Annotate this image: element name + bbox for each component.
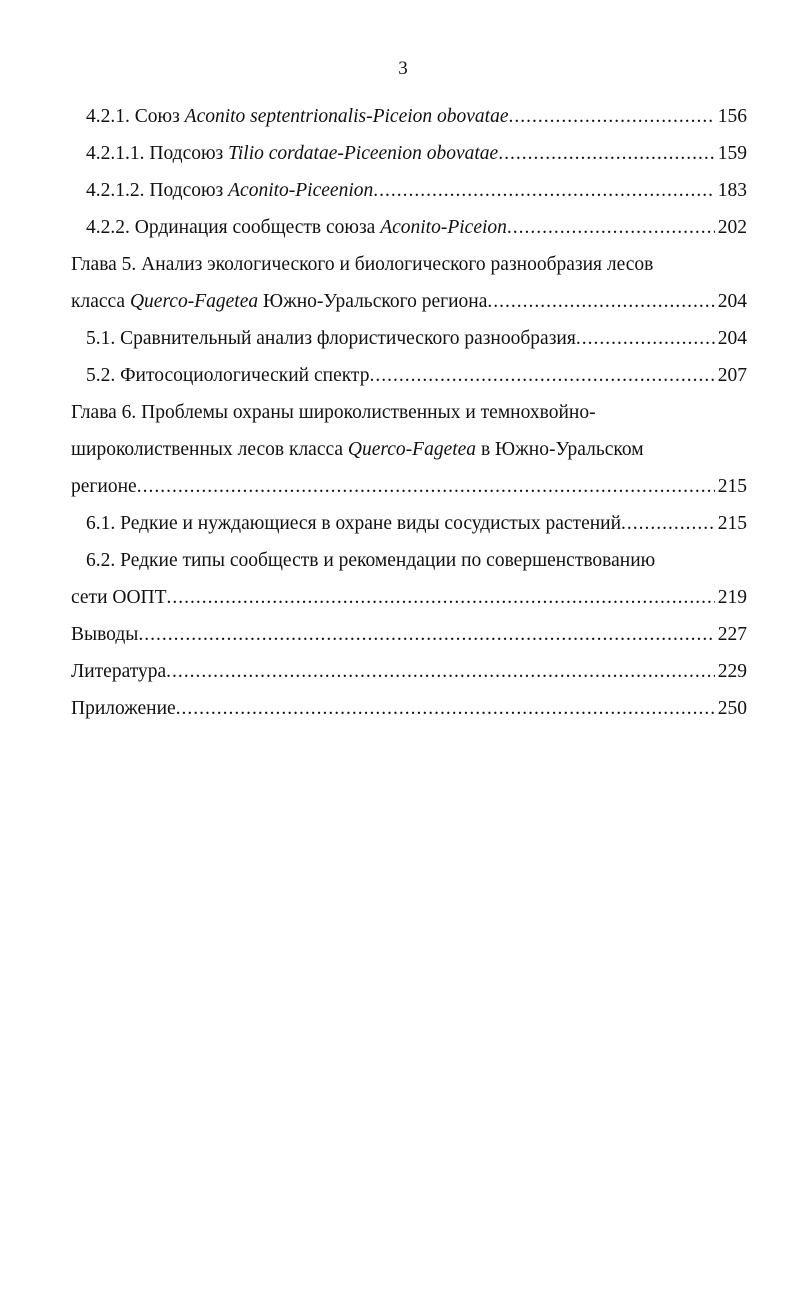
leader-dots bbox=[369, 357, 714, 394]
toc-page-number: 207 bbox=[717, 365, 747, 386]
leader-dots bbox=[373, 172, 715, 209]
toc-entry-5-2[interactable] bbox=[71, 357, 747, 394]
leader-dots bbox=[507, 209, 715, 246]
toc-page-number: 229 bbox=[717, 661, 747, 682]
toc-page-number: 202 bbox=[717, 217, 747, 238]
toc-entry-title: 6.1. Редкие и нуждающиеся в охране виды сосудистых растений bbox=[86, 513, 622, 534]
toc-entry-title: сети ООПТ bbox=[71, 587, 167, 608]
leader-dots bbox=[167, 579, 715, 616]
leader-dots bbox=[576, 320, 715, 357]
toc-page-number: 219 bbox=[717, 587, 747, 608]
toc-chapter-6-heading-cont[interactable] bbox=[71, 431, 747, 468]
toc-entry-5-1[interactable] bbox=[71, 320, 747, 357]
toc-entry-title: Литература bbox=[71, 661, 167, 682]
toc-entry-title: Глава 6. Проблемы охраны широколиственных и темнохвойно- bbox=[71, 402, 596, 423]
toc-page-number: 159 bbox=[717, 143, 747, 164]
toc-page-number: 227 bbox=[717, 624, 747, 645]
toc-entry-4-2-1-1[interactable] bbox=[71, 135, 747, 172]
toc-entry-6-1[interactable] bbox=[71, 505, 747, 542]
toc-entry-title: широколиственных лесов класса Querco-Fagetea в Южно-Уральском bbox=[71, 439, 644, 460]
toc-entry-title: регионе bbox=[71, 476, 137, 497]
toc-entry-title: Глава 5. Анализ экологического и биологического разнообразия лесов bbox=[71, 254, 654, 275]
toc-entry-title: 4.2.1.2. Подсоюз Aconito-Piceenion bbox=[86, 180, 374, 201]
toc-entry-title: 4.2.1. Союз Aconito septentrionalis-Piceion obovatae bbox=[86, 106, 509, 127]
leader-dots bbox=[509, 98, 715, 135]
toc-chapter-5-heading-cont[interactable] bbox=[71, 283, 747, 320]
leader-dots bbox=[621, 505, 715, 542]
leader-dots bbox=[166, 653, 715, 690]
toc-page-number: 215 bbox=[717, 513, 747, 534]
leader-dots bbox=[137, 468, 715, 505]
page-number: 3 bbox=[398, 58, 408, 79]
leader-dots bbox=[498, 135, 715, 172]
toc-entry-title: 6.2. Редкие типы сообществ и рекомендации по совершенствованию bbox=[86, 550, 656, 571]
toc-chapter-6-heading-end[interactable] bbox=[71, 468, 747, 505]
toc-page-number: 183 bbox=[717, 180, 747, 201]
toc-entry-6-2[interactable] bbox=[71, 542, 747, 579]
toc-chapter-6-heading[interactable] bbox=[71, 394, 747, 431]
toc-entry-title: 4.2.1.1. Подсоюз Tilio cordatae-Piceenion obovatae bbox=[86, 143, 499, 164]
toc-page-number: 156 bbox=[717, 106, 747, 127]
toc-entry-title: 4.2.2. Ординация сообществ союза Aconito-Piceion bbox=[86, 217, 507, 238]
toc-entry-4-2-2[interactable] bbox=[71, 209, 747, 246]
toc-entry-title: класса Querco-Fagetea Южно-Уральского региона bbox=[71, 291, 488, 312]
toc-entry-literature[interactable] bbox=[71, 653, 747, 690]
toc-entry-conclusions[interactable] bbox=[71, 616, 747, 653]
leader-dots bbox=[487, 283, 714, 320]
toc-entry-6-2-cont[interactable] bbox=[71, 579, 747, 616]
leader-dots bbox=[176, 690, 715, 727]
toc-entry-title: 5.2. Фитосоциологический спектр bbox=[86, 365, 370, 386]
toc-entry-title: Приложение bbox=[71, 698, 176, 719]
toc-entry-4-2-1[interactable] bbox=[71, 98, 747, 135]
toc-entry-title: Выводы bbox=[71, 624, 139, 645]
toc-entry-4-2-1-2[interactable] bbox=[71, 172, 747, 209]
leader-dots bbox=[138, 616, 714, 653]
toc-chapter-5-heading[interactable] bbox=[71, 246, 747, 283]
toc-entry-appendix[interactable] bbox=[71, 690, 747, 727]
toc-page-number: 204 bbox=[717, 328, 747, 349]
toc-entry-title: 5.1. Сравнительный анализ флористического разнообразия bbox=[86, 328, 576, 349]
toc-page-number: 250 bbox=[717, 698, 747, 719]
table-of-contents bbox=[71, 98, 747, 727]
toc-page-number: 204 bbox=[717, 291, 747, 312]
toc-page-number: 215 bbox=[717, 476, 747, 497]
